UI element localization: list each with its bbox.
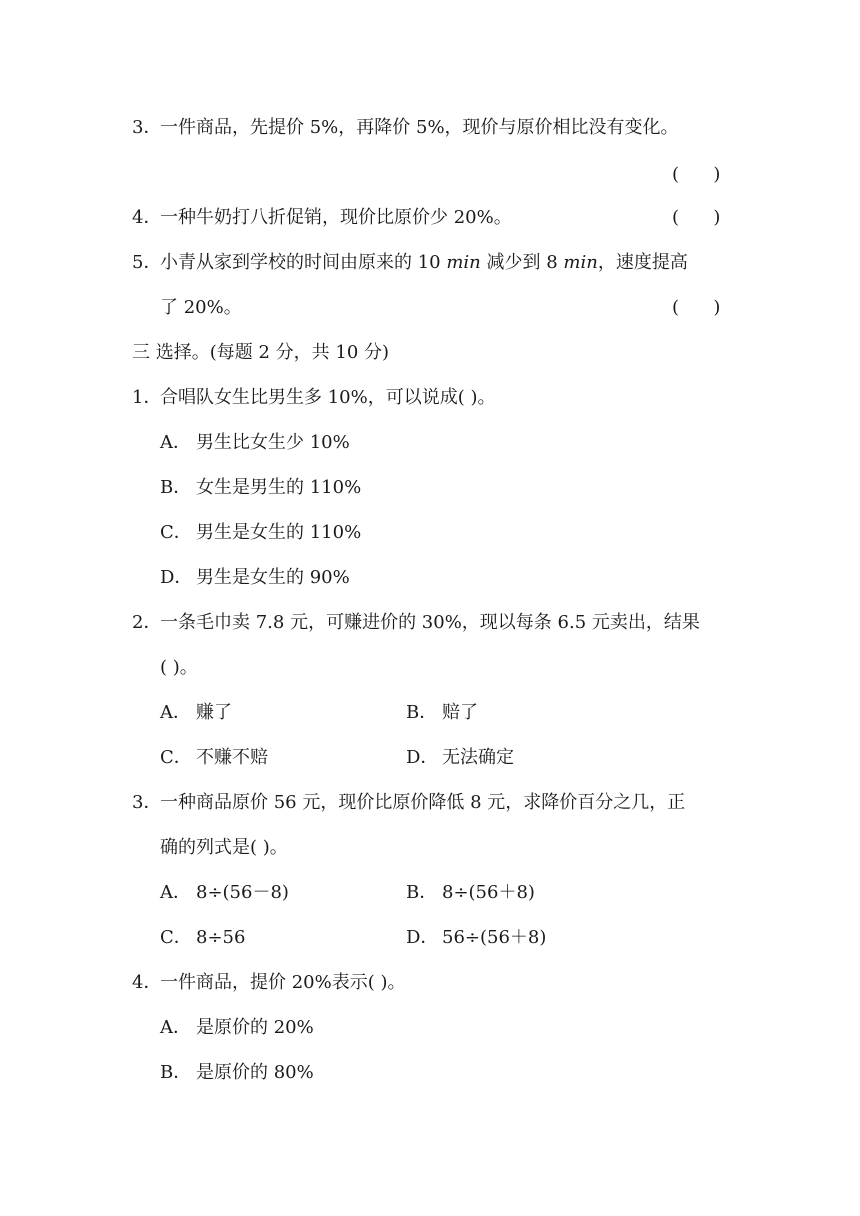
question-number: 4． [132, 972, 162, 993]
option-a[interactable] [160, 881, 289, 905]
option-text: 是原价的 20% [196, 1017, 314, 1038]
option-c[interactable] [160, 746, 268, 770]
option-text: 8÷(56＋8) [442, 882, 535, 903]
question-number: 1． [132, 387, 162, 408]
option-text: 8÷(56－8) [196, 882, 289, 903]
question-text-part: ，速度提高 [597, 252, 688, 273]
question-number: 4． [132, 207, 162, 228]
unit-min: min [563, 252, 598, 273]
option-a[interactable] [160, 1016, 314, 1040]
option-text: 赚了 [196, 702, 232, 723]
option-b[interactable] [160, 1061, 314, 1085]
option-a[interactable] [160, 431, 350, 455]
option-text: 是原价的 80% [196, 1062, 314, 1083]
option-b[interactable] [406, 881, 535, 905]
choice-q2 [132, 611, 700, 635]
option-b[interactable] [160, 476, 361, 500]
option-text: 赔了 [442, 702, 478, 723]
question-text-continued: ( )。 [160, 657, 198, 678]
option-label: D． [160, 567, 193, 588]
choice-q4 [132, 971, 406, 995]
answer-blank[interactable]: ( ) [672, 164, 721, 185]
option-text: 无法确定 [442, 747, 514, 768]
question-text: 一件商品，先提价 5%，再降价 5%，现价与原价相比没有变化。 [160, 117, 679, 138]
option-d[interactable] [406, 746, 514, 770]
judge-q5 [132, 251, 688, 275]
choice-q3 [132, 791, 685, 815]
question-number: 2． [132, 612, 162, 633]
option-text: 女生是男生的 110% [196, 477, 362, 498]
judge-q3 [132, 116, 679, 140]
option-a[interactable] [160, 701, 232, 725]
option-c[interactable] [160, 521, 361, 545]
question-text-part: 减少到 8 [480, 252, 564, 273]
question-number: 3． [132, 792, 162, 813]
option-label: B． [160, 1062, 192, 1083]
judge-q4 [132, 206, 512, 230]
option-d[interactable] [406, 926, 546, 950]
question-text: 一种商品原价 56 元，现价比原价降低 8 元，求降价百分之几，正 [160, 792, 686, 813]
question-number: 3． [132, 117, 162, 138]
question-text: 一种牛奶打八折促销，现价比原价少 20%。 [160, 207, 512, 228]
option-label: C． [160, 522, 192, 543]
option-text: 男生比女生少 10% [196, 432, 350, 453]
option-label: A． [160, 702, 191, 723]
choice-q1 [132, 386, 496, 410]
option-label: C． [160, 927, 192, 948]
question-text: 一件商品，提价 20%表示( )。 [160, 972, 406, 993]
option-text: 56÷(56＋8) [442, 927, 547, 948]
option-label: C． [160, 747, 192, 768]
question-text: 合唱队女生比男生多 10%，可以说成( )。 [160, 387, 496, 408]
option-text: 男生是女生的 110% [196, 522, 362, 543]
option-text: 男生是女生的 90% [196, 567, 350, 588]
answer-blank[interactable]: ( ) [672, 207, 721, 228]
answer-blank[interactable]: ( ) [672, 297, 721, 318]
option-label: A． [160, 1017, 191, 1038]
option-label: D． [406, 747, 439, 768]
question-text-continued: 确的列式是( )。 [160, 837, 288, 858]
option-label: B． [406, 882, 438, 903]
option-text: 8÷56 [196, 927, 246, 948]
option-label: B． [160, 477, 192, 498]
option-b[interactable] [406, 701, 478, 725]
question-number: 5． [132, 252, 162, 273]
option-label: B． [406, 702, 438, 723]
unit-min: min [446, 252, 481, 273]
question-text-continued: 了 20%。 [160, 297, 242, 318]
question-text-part: 小青从家到学校的时间由原来的 10 [160, 252, 447, 273]
option-text: 不赚不赔 [196, 747, 268, 768]
option-label: A． [160, 882, 191, 903]
section-title: 三 选择。(每题 2 分，共 10 分) [132, 342, 390, 363]
option-d[interactable] [160, 566, 350, 590]
option-label: A． [160, 432, 191, 453]
option-label: D． [406, 927, 439, 948]
question-text: 一条毛巾卖 7.8 元，可赚进价的 30%，现以每条 6.5 元卖出，结果 [160, 612, 700, 633]
option-c[interactable] [160, 926, 245, 950]
